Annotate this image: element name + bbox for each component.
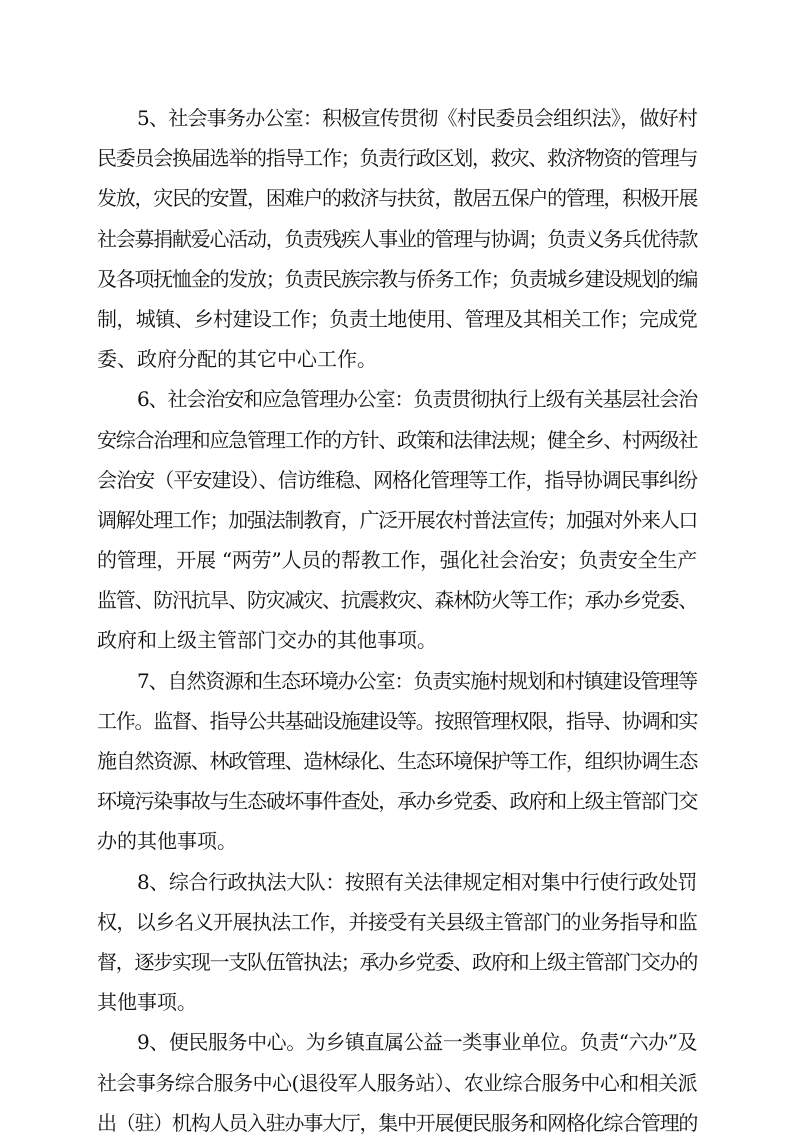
text-line: 政府和上级主管部门交办的其他事项。 (97, 628, 437, 653)
text-line: 监管、防汛抗旱、防灾减灾、抗震救灾、森林防火等工作；承办乡党委、 (97, 588, 697, 613)
text-line: 8、综合行政执法大队：按照有关法律规定相对集中行使行政处罚 (137, 869, 697, 894)
text-line: 督，逐步实现一支队伍管执法；承办乡党委、政府和上级主管部门交办的 (97, 949, 697, 974)
text-line: 委、政府分配的其它中心工作。 (97, 347, 377, 372)
document-body (97, 98, 697, 1143)
text-line: 社会事务综合服务中心(退役军人服务站）、农业综合服务中心和相关派 (97, 1070, 697, 1095)
text-line: 制，城镇、乡村建设工作；负责土地使用、管理及其相关工作；完成党 (97, 306, 697, 331)
text-line: 的管理，开展 “两劳”人员的帮教工作，强化社会治安；负责安全生产 (97, 548, 697, 573)
text-line: 环境污染事故与生态破坏事件查处，承办乡党委、政府和上级主管部门交 (97, 789, 697, 814)
text-line: 社会募捐献爱心活动，负责残疾人事业的管理与协调；负责义务兵优待款 (97, 226, 697, 251)
paragraph-public-security-office (97, 379, 697, 660)
paragraph-social-affairs-office (97, 98, 697, 379)
paragraph-service-center (97, 1022, 697, 1143)
text-line: 调解处理工作；加强法制教育，广泛开展农村普法宣传；加强对外来人口 (97, 507, 697, 532)
paragraph-natural-resources-office (97, 661, 697, 862)
text-line: 施自然资源、林政管理、造林绿化、生态环境保护等工作，组织协调生态 (97, 749, 697, 773)
text-line: 会治安（平安建设）、信访维稳、网格化管理等工作，指导协调民事纠纷 (97, 467, 697, 492)
text-line: 6、社会治安和应急管理办公室：负责贯彻执行上级有关基层社会治 (137, 387, 697, 412)
text-line: 发放，灾民的安置，困难户的救济与扶贫，散居五保户的管理，积极开展 (97, 186, 697, 211)
text-line: 权，以乡名义开展执法工作，并接受有关县级主管部门的业务指导和监 (97, 909, 697, 934)
text-line: 出（驻）机构人员入驻办事大厅，集中开展便民服务和网格化综合管理的 (97, 1110, 697, 1135)
text-line: 办的其他事项。 (97, 829, 237, 854)
text-line: 安综合治理和应急管理工作的方针、政策和法律法规；健全乡、村两级社 (97, 427, 697, 452)
text-line: 9、便民服务中心。为乡镇直属公益一类事业单位。负责“六办”及 (137, 1030, 697, 1055)
text-line: 民委员会换届选举的指导工作；负责行政区划，救灾、救济物资的管理与 (97, 146, 697, 171)
paragraph-law-enforcement-brigade (97, 862, 697, 1023)
text-line: 7、自然资源和生态环境办公室：负责实施村规划和村镇建设管理等 (137, 668, 697, 693)
text-line: 其他事项。 (97, 990, 197, 1015)
text-line: 5、社会事务办公室：积极宣传贯彻《村民委员会组织法》，做好村 (137, 106, 697, 130)
text-line: 及各项抚恤金的发放；负责民族宗教与侨务工作；负责城乡建设规划的编 (97, 266, 697, 291)
text-line: 工作。监督、指导公共基础设施建设等。按照管理权限，指导、协调和实 (97, 708, 697, 733)
